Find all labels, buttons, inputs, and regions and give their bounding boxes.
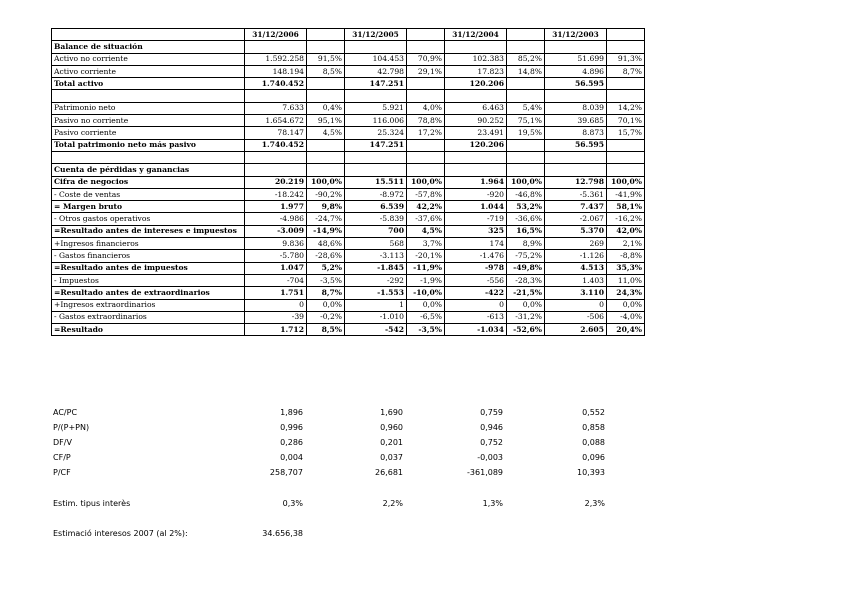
value-cell: 147.251 xyxy=(345,139,407,151)
ratio-value: 0,996 xyxy=(280,423,303,432)
percent-cell: 8,7% xyxy=(607,65,645,77)
value-cell: 148.194 xyxy=(245,65,307,77)
percent-cell: 4,0% xyxy=(407,102,445,114)
empty-cell xyxy=(407,151,445,163)
row-label: Pasivo corriente xyxy=(52,127,245,139)
value-cell: -613 xyxy=(445,311,507,323)
percent-cell: -10,0% xyxy=(407,287,445,299)
table-row xyxy=(52,176,645,188)
value-cell: -5.839 xyxy=(345,213,407,225)
row-label: =Resultado xyxy=(52,324,245,336)
ratio-value: 0,201 xyxy=(380,438,403,447)
table-row xyxy=(52,201,645,213)
value-cell: 7.633 xyxy=(245,102,307,114)
empty-cell xyxy=(407,90,445,102)
value-cell: 42.798 xyxy=(345,65,407,77)
value-cell: 5.921 xyxy=(345,102,407,114)
empty-cell xyxy=(245,90,307,102)
value-cell: 2.605 xyxy=(545,324,607,336)
value-cell: 0 xyxy=(545,299,607,311)
ratio-value: 0,088 xyxy=(582,438,605,447)
empty-cell xyxy=(545,90,607,102)
value-cell: 1 xyxy=(345,299,407,311)
ratio-value: 10,393 xyxy=(577,468,605,477)
interest-estimate-value: 34.656,38 xyxy=(262,529,303,538)
empty-cell xyxy=(607,90,645,102)
value-cell: 39.685 xyxy=(545,115,607,127)
percent-cell: 0,0% xyxy=(607,299,645,311)
empty-cell xyxy=(445,151,507,163)
ratio-label: AC/PC xyxy=(53,408,78,417)
interest-estimate-row xyxy=(53,529,453,543)
ratio-row xyxy=(53,468,613,483)
empty-cell xyxy=(245,41,307,53)
percent-cell: -37,6% xyxy=(407,213,445,225)
interest-rate-value: 0,3% xyxy=(282,499,303,508)
percent-cell: -49,8% xyxy=(507,262,545,274)
ratio-row xyxy=(53,453,613,468)
table-row xyxy=(52,299,645,311)
value-cell: 90.252 xyxy=(445,115,507,127)
percent-cell: -20,1% xyxy=(407,250,445,262)
percent-cell: 85,2% xyxy=(507,53,545,65)
value-cell: 269 xyxy=(545,238,607,250)
percent-cell: 100,0% xyxy=(407,176,445,188)
percent-cell: 91,5% xyxy=(307,53,345,65)
table-row xyxy=(52,127,645,139)
percent-cell: 42,2% xyxy=(407,201,445,213)
table-row xyxy=(52,250,645,262)
empty-cell xyxy=(307,29,345,41)
ratio-label: CF/P xyxy=(53,453,71,462)
ratio-value: 0,946 xyxy=(480,423,503,432)
value-cell: 12.798 xyxy=(545,176,607,188)
percent-cell: -11,9% xyxy=(407,262,445,274)
year-header: 31/12/2003 xyxy=(545,29,607,41)
percent-cell xyxy=(407,139,445,151)
value-cell: -719 xyxy=(445,213,507,225)
ratio-value: 1,896 xyxy=(280,408,303,417)
value-cell: -3.113 xyxy=(345,250,407,262)
table-row xyxy=(52,238,645,250)
percent-cell: 70,1% xyxy=(607,115,645,127)
empty-cell xyxy=(545,151,607,163)
row-label: Activo no corriente xyxy=(52,53,245,65)
value-cell: 104.453 xyxy=(345,53,407,65)
ratio-value: 0,552 xyxy=(582,408,605,417)
value-cell: 700 xyxy=(345,225,407,237)
total-row xyxy=(52,139,645,151)
value-cell: 1.044 xyxy=(445,201,507,213)
row-label: Activo corriente xyxy=(52,65,245,77)
year-header: 31/12/2004 xyxy=(445,29,507,41)
value-cell: 147.251 xyxy=(345,78,407,90)
spacer-row xyxy=(52,90,645,102)
percent-cell: -0,2% xyxy=(307,311,345,323)
value-cell: -1.010 xyxy=(345,311,407,323)
total-row xyxy=(52,78,645,90)
percent-cell: 78,8% xyxy=(407,115,445,127)
value-cell: 5.370 xyxy=(545,225,607,237)
empty-cell xyxy=(507,90,545,102)
ratio-row xyxy=(53,438,613,453)
table-row xyxy=(52,102,645,114)
percent-cell: -1,9% xyxy=(407,274,445,286)
percent-cell: 91,3% xyxy=(607,53,645,65)
value-cell: 568 xyxy=(345,238,407,250)
percent-cell: 8,9% xyxy=(507,238,545,250)
percent-cell: -3,5% xyxy=(407,324,445,336)
ratio-value: 258,707 xyxy=(269,468,303,477)
empty-cell xyxy=(607,151,645,163)
percent-cell: 35,3% xyxy=(607,262,645,274)
percent-cell xyxy=(507,139,545,151)
percent-cell xyxy=(407,78,445,90)
value-cell: 1.403 xyxy=(545,274,607,286)
value-cell: 1.977 xyxy=(245,201,307,213)
percent-cell: 3,7% xyxy=(407,238,445,250)
value-cell: 174 xyxy=(445,238,507,250)
interest-rate-value: 2,2% xyxy=(382,499,403,508)
ratio-value: 0,037 xyxy=(380,453,403,462)
percent-cell: 4,5% xyxy=(407,225,445,237)
percent-cell: 9,8% xyxy=(307,201,345,213)
percent-cell: 48,6% xyxy=(307,238,345,250)
percent-cell: 100,0% xyxy=(307,176,345,188)
row-label: Patrimonio neto xyxy=(52,102,245,114)
value-cell: 102.383 xyxy=(445,53,507,65)
value-cell: 0 xyxy=(445,299,507,311)
percent-cell: 0,0% xyxy=(307,299,345,311)
percent-cell: 58,1% xyxy=(607,201,645,213)
percent-cell: 14,2% xyxy=(607,102,645,114)
value-cell: 23.491 xyxy=(445,127,507,139)
percent-cell: -16,2% xyxy=(607,213,645,225)
table-row xyxy=(52,324,645,336)
value-cell: -4.986 xyxy=(245,213,307,225)
percent-cell: -90,2% xyxy=(307,188,345,200)
percent-cell: 14,8% xyxy=(507,65,545,77)
value-cell: 1.047 xyxy=(245,262,307,274)
percent-cell: 2,1% xyxy=(607,238,645,250)
percent-cell: 11,0% xyxy=(607,274,645,286)
empty-cell xyxy=(345,90,407,102)
value-cell: 3.110 xyxy=(545,287,607,299)
value-cell: -18.242 xyxy=(245,188,307,200)
table-row xyxy=(52,115,645,127)
empty-cell xyxy=(407,29,445,41)
percent-cell: -28,6% xyxy=(307,250,345,262)
ratio-value: 0,759 xyxy=(480,408,503,417)
percent-cell: 100,0% xyxy=(507,176,545,188)
percent-cell: 8,5% xyxy=(307,324,345,336)
empty-cell xyxy=(545,164,607,176)
percent-cell: -14,9% xyxy=(307,225,345,237)
empty-cell xyxy=(52,90,245,102)
empty-cell xyxy=(345,164,407,176)
value-cell: 0 xyxy=(245,299,307,311)
table-row xyxy=(52,188,645,200)
percent-cell: 15,7% xyxy=(607,127,645,139)
percent-cell: 16,5% xyxy=(507,225,545,237)
empty-cell xyxy=(345,41,407,53)
row-label: Pasivo no corriente xyxy=(52,115,245,127)
percent-cell: 95,1% xyxy=(307,115,345,127)
value-cell: -1.476 xyxy=(445,250,507,262)
empty-cell xyxy=(52,29,245,41)
percent-cell: 0,4% xyxy=(307,102,345,114)
percent-cell: -36,6% xyxy=(507,213,545,225)
empty-cell xyxy=(407,41,445,53)
percent-cell: -46,8% xyxy=(507,188,545,200)
value-cell: 20.219 xyxy=(245,176,307,188)
empty-cell xyxy=(52,151,245,163)
value-cell: 120.206 xyxy=(445,78,507,90)
ratio-row xyxy=(53,423,613,438)
value-cell: -292 xyxy=(345,274,407,286)
ratio-label: DF/V xyxy=(53,438,72,447)
value-cell: -506 xyxy=(545,311,607,323)
ratio-value: 0,096 xyxy=(582,453,605,462)
empty-cell xyxy=(607,29,645,41)
empty-cell xyxy=(245,164,307,176)
percent-cell: -52,6% xyxy=(507,324,545,336)
empty-cell xyxy=(407,164,445,176)
row-label: - Coste de ventas xyxy=(52,188,245,200)
value-cell: 4.896 xyxy=(545,65,607,77)
percent-cell: -24,7% xyxy=(307,213,345,225)
value-cell: -704 xyxy=(245,274,307,286)
value-cell: -3.009 xyxy=(245,225,307,237)
percent-cell: -41,9% xyxy=(607,188,645,200)
value-cell: 9.836 xyxy=(245,238,307,250)
row-label: =Resultado antes de impuestos xyxy=(52,262,245,274)
value-cell: -5.361 xyxy=(545,188,607,200)
percent-cell: 24,3% xyxy=(607,287,645,299)
ratio-value: 26,681 xyxy=(375,468,403,477)
year-header: 31/12/2006 xyxy=(245,29,307,41)
percent-cell: 8,7% xyxy=(307,287,345,299)
value-cell: 25.324 xyxy=(345,127,407,139)
value-cell: 51.699 xyxy=(545,53,607,65)
percent-cell: 0,0% xyxy=(407,299,445,311)
empty-cell xyxy=(507,41,545,53)
interest-estimate-label: Estimació interesos 2007 (al 2%): xyxy=(53,529,188,538)
value-cell: 116.006 xyxy=(345,115,407,127)
value-cell: -1.553 xyxy=(345,287,407,299)
value-cell: 325 xyxy=(445,225,507,237)
value-cell: 1.654.672 xyxy=(245,115,307,127)
ratio-value: 0,858 xyxy=(582,423,605,432)
empty-cell xyxy=(345,151,407,163)
percent-cell: 4,5% xyxy=(307,127,345,139)
section-title-row xyxy=(52,164,645,176)
percent-cell: 20,4% xyxy=(607,324,645,336)
value-cell: -542 xyxy=(345,324,407,336)
value-cell: 1.964 xyxy=(445,176,507,188)
percent-cell: -8,8% xyxy=(607,250,645,262)
value-cell: 15.511 xyxy=(345,176,407,188)
empty-cell xyxy=(607,164,645,176)
value-cell: -39 xyxy=(245,311,307,323)
table-row xyxy=(52,225,645,237)
ratio-value: 0,752 xyxy=(480,438,503,447)
percent-cell: 75,1% xyxy=(507,115,545,127)
percent-cell: -28,3% xyxy=(507,274,545,286)
empty-cell xyxy=(307,41,345,53)
percent-cell: 42,0% xyxy=(607,225,645,237)
row-label: Cifra de negocios xyxy=(52,176,245,188)
percent-cell xyxy=(607,78,645,90)
value-cell: -1.126 xyxy=(545,250,607,262)
value-cell: 56.595 xyxy=(545,78,607,90)
percent-cell: -31,2% xyxy=(507,311,545,323)
value-cell: 17.823 xyxy=(445,65,507,77)
empty-cell xyxy=(307,164,345,176)
row-label: +Ingresos financieros xyxy=(52,238,245,250)
percent-cell: 70,9% xyxy=(407,53,445,65)
row-label: Total patrimonio neto más pasivo xyxy=(52,139,245,151)
empty-cell xyxy=(445,41,507,53)
percent-cell: -6,5% xyxy=(407,311,445,323)
value-cell: -2.067 xyxy=(545,213,607,225)
empty-cell xyxy=(507,29,545,41)
table-row xyxy=(52,287,645,299)
empty-cell xyxy=(307,90,345,102)
table-row xyxy=(52,65,645,77)
value-cell: 1.751 xyxy=(245,287,307,299)
ratio-value: 0,960 xyxy=(380,423,403,432)
percent-cell: -75,2% xyxy=(507,250,545,262)
value-cell: 6.463 xyxy=(445,102,507,114)
table-row xyxy=(52,274,645,286)
row-label: - Gastos financieros xyxy=(52,250,245,262)
percent-cell xyxy=(307,78,345,90)
empty-cell xyxy=(307,151,345,163)
row-label: Total activo xyxy=(52,78,245,90)
percent-cell: -57,8% xyxy=(407,188,445,200)
value-cell: -1.034 xyxy=(445,324,507,336)
value-cell: -920 xyxy=(445,188,507,200)
ratio-label: P/CF xyxy=(53,468,71,477)
percent-cell xyxy=(607,139,645,151)
percent-cell: 19,5% xyxy=(507,127,545,139)
value-cell: 56.595 xyxy=(545,139,607,151)
empty-cell xyxy=(507,151,545,163)
section-title: Balance de situación xyxy=(52,41,245,53)
value-cell: 7.437 xyxy=(545,201,607,213)
percent-cell xyxy=(507,78,545,90)
percent-cell: -4,0% xyxy=(607,311,645,323)
empty-cell xyxy=(507,164,545,176)
value-cell: 4.513 xyxy=(545,262,607,274)
value-cell: -8.972 xyxy=(345,188,407,200)
percent-cell: 8,5% xyxy=(307,65,345,77)
value-cell: -422 xyxy=(445,287,507,299)
value-cell: -1.845 xyxy=(345,262,407,274)
percent-cell: 17,2% xyxy=(407,127,445,139)
value-cell: 1.592.258 xyxy=(245,53,307,65)
value-cell: 120.206 xyxy=(445,139,507,151)
value-cell: 78.147 xyxy=(245,127,307,139)
interest-rate-label: Estim. tipus interès xyxy=(53,499,131,508)
value-cell: 1.740.452 xyxy=(245,78,307,90)
percent-cell: 5,2% xyxy=(307,262,345,274)
empty-cell xyxy=(445,90,507,102)
spacer-row xyxy=(52,151,645,163)
value-cell: -5.780 xyxy=(245,250,307,262)
section-title-row xyxy=(52,41,645,53)
row-label: - Otros gastos operativos xyxy=(52,213,245,225)
percent-cell: 53,2% xyxy=(507,201,545,213)
row-label: =Resultado antes de extraordinarios xyxy=(52,287,245,299)
table-row xyxy=(52,262,645,274)
value-cell: -978 xyxy=(445,262,507,274)
row-label: - Impuestos xyxy=(52,274,245,286)
percent-cell: -21,5% xyxy=(507,287,545,299)
table-row xyxy=(52,213,645,225)
row-label: +Ingresos extraordinarios xyxy=(52,299,245,311)
year-header: 31/12/2005 xyxy=(345,29,407,41)
ratio-label: P/(P+PN) xyxy=(53,423,90,432)
ratio-value: 1,690 xyxy=(380,408,403,417)
value-cell: 1.712 xyxy=(245,324,307,336)
row-label: =Resultado antes de intereses e impuestos xyxy=(52,225,245,237)
interest-rate-value: 1,3% xyxy=(482,499,503,508)
percent-cell: 0,0% xyxy=(507,299,545,311)
percent-cell: -3,5% xyxy=(307,274,345,286)
empty-cell xyxy=(607,41,645,53)
value-cell: 6.539 xyxy=(345,201,407,213)
percent-cell: 5,4% xyxy=(507,102,545,114)
ratio-value: -0,003 xyxy=(477,453,503,462)
value-cell: 8.873 xyxy=(545,127,607,139)
table-row xyxy=(52,311,645,323)
interest-rate-value: 2,3% xyxy=(584,499,605,508)
ratio-value: 0,286 xyxy=(280,438,303,447)
percent-cell: 29,1% xyxy=(407,65,445,77)
percent-cell: 100,0% xyxy=(607,176,645,188)
empty-cell xyxy=(545,41,607,53)
financial-table xyxy=(51,28,645,336)
value-cell: 8.039 xyxy=(545,102,607,114)
empty-cell xyxy=(245,151,307,163)
empty-cell xyxy=(445,164,507,176)
ratios-block xyxy=(53,408,613,483)
row-label: - Gastos extraordinarios xyxy=(52,311,245,323)
interest-rate-row xyxy=(53,499,613,513)
ratio-value: -361,089 xyxy=(467,468,503,477)
percent-cell xyxy=(307,139,345,151)
value-cell: -556 xyxy=(445,274,507,286)
table-row xyxy=(52,53,645,65)
ratio-row xyxy=(53,408,613,423)
ratio-value: 0,004 xyxy=(280,453,303,462)
section-title: Cuenta de pérdidas y ganancias xyxy=(52,164,245,176)
value-cell: 1.740.452 xyxy=(245,139,307,151)
header-row xyxy=(52,29,645,41)
row-label: = Margen bruto xyxy=(52,201,245,213)
